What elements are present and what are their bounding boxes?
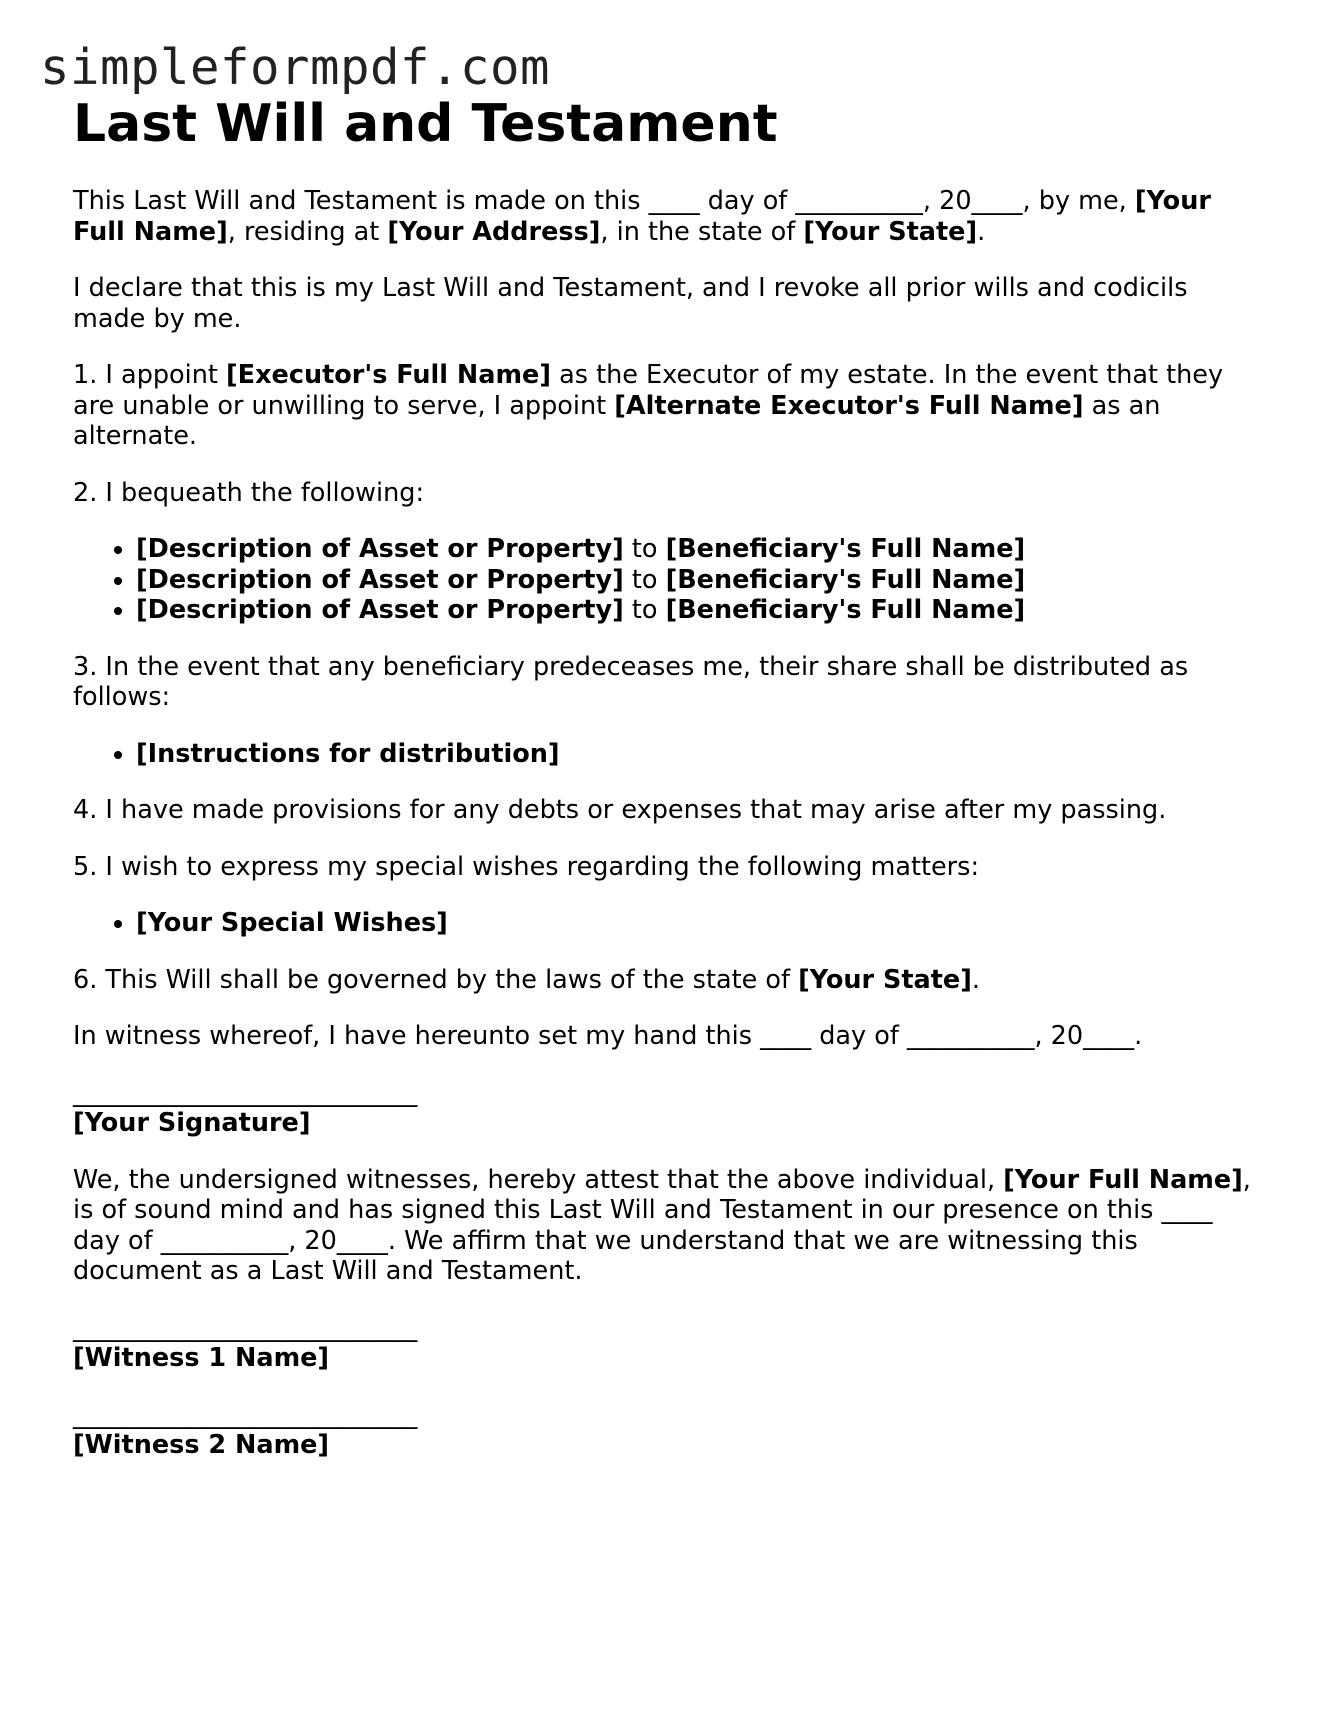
special-wishes-item <box>136 908 1253 939</box>
bequest-asset: [Description of Asset or Property] <box>136 534 624 564</box>
executor-name: [Executor's Full Name] <box>226 360 551 390</box>
clause-1 <box>73 360 1253 452</box>
signature-label: [Your Signature] <box>73 1108 311 1138</box>
attestation-text-1: We, the undersigned witnesses, hereby attest that the above individual, <box>73 1164 1004 1195</box>
attestation-paragraph <box>73 1165 1253 1287</box>
document-body <box>73 92 1253 1461</box>
document-title: Last Will and Testament <box>73 94 778 154</box>
witness-1-line: ___________________________ <box>73 1312 418 1343</box>
clause-6-text-2: . <box>971 964 980 995</box>
witness-2-block <box>73 1400 1253 1461</box>
clause-6-text-1: 6. This Will shall be governed by the laws of the state of <box>73 964 799 995</box>
witness-statement: In witness whereof, I have hereunto set my hand this ____ day of __________, 20____. <box>73 1021 1143 1051</box>
bequest-to: to <box>623 595 666 625</box>
intro-text-1: This Last Will and Testament is made on this ____ day of __________, 20____, by me, <box>73 186 1135 216</box>
clause-6 <box>73 965 1253 996</box>
intro-testator-name: [Your Full Name] <box>73 186 1211 247</box>
bequest-item <box>136 565 1253 596</box>
bequest-beneficiary: [Beneficiary's Full Name] <box>665 564 1026 595</box>
signature-line: ___________________________ <box>73 1077 418 1108</box>
witness-1-label: [Witness 1 Name] <box>73 1343 330 1373</box>
attestation-text-2: , is of sound mind and has signed this Last Will and Testament in our presence on this ____ day of __________, 20____. We affirm that we understand that we are witnessing this document as a Last Will and Testament. <box>73 1164 1251 1286</box>
intro-state: [Your State] <box>803 216 978 247</box>
distribution-item <box>136 739 1253 770</box>
intro-address: [Your Address] <box>387 216 601 247</box>
distribution-instructions: [Instructions for distribution] <box>136 738 560 769</box>
bequest-list <box>73 534 1253 626</box>
intro-text-4: . <box>977 216 986 247</box>
signature-block <box>73 1078 1253 1139</box>
alternate-executor-name: [Alternate Executor's Full Name] <box>614 390 1084 421</box>
intro-text-3: , in the state of <box>600 216 804 247</box>
attestation-name: [Your Full Name] <box>1003 1164 1243 1195</box>
distribution-list <box>73 739 1253 770</box>
intro-paragraph <box>73 186 1253 247</box>
clause-1-text-2: as the Executor of my estate. In the event that they are unable or unwilling to serve, I appoint <box>73 360 1224 421</box>
witness-2-line: ___________________________ <box>73 1399 418 1430</box>
bequest-item <box>136 595 1253 626</box>
clause-4: 4. I have made provisions for any debts or expenses that may arise after my passing. <box>73 795 1167 825</box>
bequest-beneficiary: [Beneficiary's Full Name] <box>665 534 1026 564</box>
clause-1-text-3: as an alternate. <box>73 390 1161 451</box>
bequest-asset: [Description of Asset or Property] <box>136 564 624 595</box>
witness-2-label: [Witness 2 Name] <box>73 1430 330 1460</box>
bequest-to: to <box>623 564 666 595</box>
special-wishes: [Your Special Wishes] <box>136 908 448 938</box>
bequest-asset: [Description of Asset or Property] <box>136 595 624 625</box>
declaration-paragraph: I declare that this is my Last Will and Testament, and I revoke all prior wills and codicils made by me. <box>73 273 1188 334</box>
bequest-to: to <box>623 534 666 564</box>
witness-1-block <box>73 1313 1253 1374</box>
clause-5: 5. I wish to express my special wishes regarding the following matters: <box>73 851 980 882</box>
clause-2: 2. I bequeath the following: <box>73 477 425 508</box>
bequest-beneficiary: [Beneficiary's Full Name] <box>665 595 1026 625</box>
special-wishes-list <box>73 908 1253 939</box>
clause-3: 3. In the event that any beneficiary predeceases me, their share shall be distributed as follows: <box>73 651 1189 712</box>
clause-1-text-1: 1. I appoint <box>73 360 227 390</box>
governing-state: [Your State] <box>798 964 972 995</box>
intro-text-2: , residing at <box>227 216 388 247</box>
bequest-item <box>136 534 1253 565</box>
watermark: simpleformpdf.com <box>40 39 551 96</box>
